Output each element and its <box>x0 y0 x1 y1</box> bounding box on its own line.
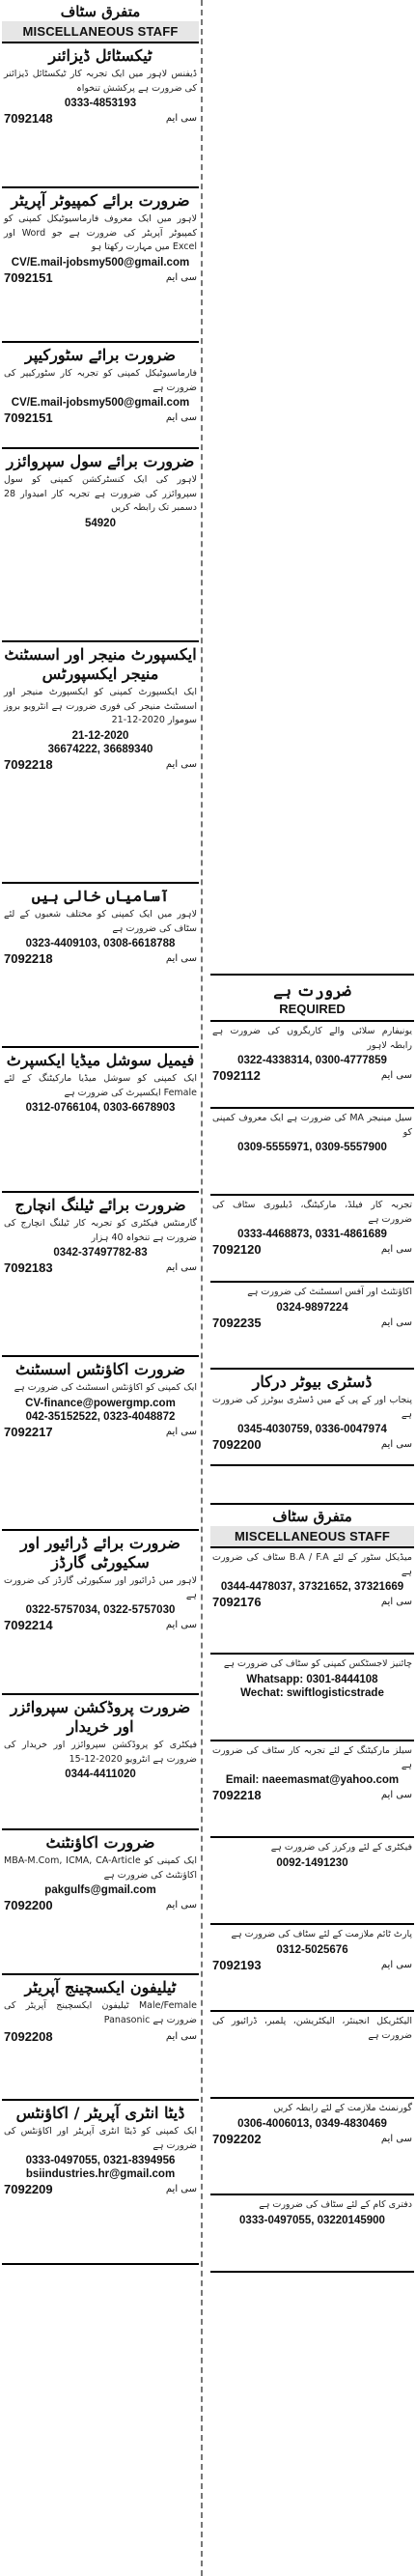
ad-reference-number: 7092176 <box>212 1595 262 1610</box>
ad-body-text: گارمنٹس فیکٹری کو تجربہ کار ٹیلنگ انچارج کی ضرورت ہے تنخواہ 40 ہزار <box>4 1218 197 1243</box>
ad-reference <box>4 757 197 772</box>
ad-body-text: لاہور میں ایک معروف فارماسیوٹیکل کمپنی کو کمپیوٹر آپریٹر کی ضرورت ہے جو Word اور Excel میں مہارت رکھتا ہو <box>4 213 197 253</box>
ad-reference-label: سی ایم <box>380 1070 412 1082</box>
classified-ad <box>2 188 199 343</box>
section-title-english: MISCELLANEOUS STAFF <box>210 1526 414 1546</box>
left-section-header <box>2 0 199 43</box>
ad-contact-line[interactable]: 0324-9897224 <box>276 1301 348 1314</box>
ad-body-text: میڈیکل سٹور کے لئے B.A / F.A سٹاف کی ضرورت ہے <box>212 1552 412 1577</box>
classified-ad <box>2 1193 199 1357</box>
ad-reference <box>4 1898 197 1912</box>
ad-body-text: پارٹ ٹائم ملازمت کے لئے سٹاف کی ضرورت ہے <box>231 1929 412 1939</box>
ad-title: ٹیکسٹائل ڈیزائنر <box>48 46 153 65</box>
classified-ad <box>210 1196 414 1283</box>
ad-reference-number: 7092112 <box>212 1068 261 1084</box>
ad-contact-line[interactable]: bsiindustries.hr@gmail.com <box>25 2168 176 2181</box>
classified-ad <box>2 642 199 884</box>
ad-body-text: یونیفارم سلائی والے کاریگروں کی ضرورت ہے رابطہ لاہور <box>212 1026 412 1051</box>
ad-reference <box>212 1316 412 1330</box>
ad-reference <box>4 2182 197 2196</box>
ad-contact-line[interactable]: Whatsapp: 0301-8444108 <box>246 1673 378 1685</box>
ad-body-text: پنجاب اور کے پی کے میں ڈسٹری بیوٹرز کی ضرورت ہے <box>212 1395 412 1420</box>
ad-title: ضرورت برائے سٹورکیپر <box>25 346 176 364</box>
ad-reference <box>212 1068 412 1083</box>
required-title-english: REQUIRED <box>279 1002 346 1016</box>
ad-reference-label: سی ایم <box>165 272 197 284</box>
classified-ad <box>210 2012 414 2099</box>
ad-contact-line[interactable]: 21-12-2020 <box>71 730 129 743</box>
classified-ad <box>210 2099 414 2195</box>
ad-reference <box>4 111 197 126</box>
ad-reference-label: سی ایم <box>165 953 197 965</box>
ad-body-text: چائنیز لاجسٹکس کمپنی کو سٹاف کی ضرورت ہے <box>223 1658 412 1669</box>
ad-body-text: ایک کمپنی کو اکاؤنٹس اسسٹنٹ کی ضرورت ہے <box>14 1382 197 1393</box>
ad-contact-line[interactable]: Email: naeemasmat@yahoo.com <box>225 1774 400 1787</box>
ad-reference-label: سی ایم <box>165 2184 197 2195</box>
ad-reference-label: سی ایم <box>165 759 197 771</box>
classified-ad <box>2 343 199 449</box>
ad-reference-label: سی ایم <box>165 113 197 125</box>
classified-ad <box>2 1531 199 1695</box>
ad-contact-line[interactable]: CV/E.mail-jobsmy500@gmail.com <box>11 397 190 410</box>
ad-reference <box>212 1958 412 1972</box>
ad-contact-line[interactable]: 0322-5757034, 0322-5757030 <box>25 1604 176 1617</box>
ad-reference-label: سی ایم <box>165 412 197 424</box>
ad-reference-number: 7092208 <box>4 2029 53 2045</box>
ad-reference <box>212 1242 412 1257</box>
ad-reference-label: سی ایم <box>380 1790 412 1801</box>
ad-contact-line[interactable]: CV-finance@powergmp.com <box>25 1397 176 1409</box>
classified-ad <box>2 449 199 642</box>
ad-reference-number: 7092200 <box>212 1437 262 1453</box>
ad-reference-number: 7092235 <box>212 1315 262 1330</box>
right-mid-blank <box>210 1466 414 1505</box>
ad-body-text: لاہور کی ایک کنسٹرکشن کمپنی کو سول سپروائزر کی ضرورت ہے تجربہ کار امیدوار 28 دسمبر تک رابطہ کریں <box>4 474 197 514</box>
ad-body-text: فیکٹری کے لئے ورکرز کی ضرورت ہے <box>270 1842 412 1853</box>
ad-reference-label: سی ایم <box>165 1426 197 1437</box>
ad-title: ضرورت برائے ٹیلنگ انچارج <box>14 1196 186 1214</box>
ad-title: ضرورت برائے کمپیوٹر آپریٹر <box>11 191 190 210</box>
ad-contact-line[interactable]: 0333-4853193 <box>64 98 137 110</box>
ad-body-text: ایک ایکسپورٹ کمپنی کو ایکسپورٹ منیجر اور اسسٹنٹ منیجر کی فوری ضرورت ہے انٹرویو بروز سوموار 2020-12-21 <box>4 687 197 726</box>
ad-reference-label: سی ایم <box>165 2031 197 2043</box>
ad-body-text: ایک کمپنی کو ڈیٹا انٹری آپریٹر اور اکاؤنٹس کی ضرورت ہے <box>4 2126 197 2151</box>
ad-reference-number: 7092218 <box>4 951 53 967</box>
ad-body-text: تجربہ کار فیلڈ، مارکیٹنگ، ڈیلیوری سٹاف کی ضرورت ہے <box>212 1200 412 1225</box>
ad-contact-line[interactable]: 0309-5555971, 0309-5557900 <box>237 1142 387 1154</box>
ad-title: ضرورت برائے سول سپروائزر <box>6 452 195 470</box>
section-title-urdu: متفرق سٹاف <box>60 3 141 20</box>
ad-reference-label: سی ایم <box>165 1262 197 1274</box>
right-top-blank <box>210 0 414 976</box>
ad-body-text: ایک کمپنی کو سوشل میڈیا مارکیٹنگ کے لئے Female ایکسپرٹ کی ضرورت ہے <box>4 1073 197 1098</box>
ad-reference-label: سی ایم <box>380 1439 412 1451</box>
ad-title: ڈیٹا انٹری آپریٹر / اکاؤنٹس <box>15 2104 185 2122</box>
ad-reference-number: 7092202 <box>212 2131 262 2146</box>
ad-body-text: لاہور میں ایک کمپنی کو مختلف شعبوں کے لئے سٹاف کی ضرورت ہے <box>4 909 197 934</box>
right-section-header <box>210 1505 414 1548</box>
classified-ad <box>210 1655 414 1741</box>
ad-body-text: الیکٹریکل انجینئر، الیکٹریشن، پلمبر، ڈرائیور کی ضرورت ہے <box>212 2016 412 2041</box>
ad-body-text: فیکٹری کو پروڈکشن سپروائزر اور خریدار کی ضرورت ہے انٹرویو 2020-12-15 <box>4 1740 197 1765</box>
ad-contact-line[interactable]: 0344-4411020 <box>65 1769 136 1781</box>
classified-ad <box>2 2101 199 2265</box>
classified-ad <box>2 1048 199 1193</box>
ad-reference-label: سی ایم <box>380 1244 412 1256</box>
ad-title: ٹیلیفون ایکسچینج آپریٹر <box>24 1978 177 1996</box>
ad-reference-label: سی ایم <box>165 1900 197 1911</box>
ad-contact-line[interactable]: 0322-4338314, 0300-4777859 <box>237 1055 387 1067</box>
classified-ad <box>2 1830 199 1975</box>
classified-ad <box>2 1695 199 1830</box>
ad-reference <box>212 1595 412 1609</box>
ad-reference <box>4 2029 197 2044</box>
ad-reference-number: 7092151 <box>4 410 53 426</box>
ad-body-text: سیلز مارکیٹنگ کے لئے تجربہ کار سٹاف کی ضرورت ہے <box>212 1745 412 1770</box>
classified-ad <box>210 1109 414 1196</box>
classified-ad <box>2 1975 199 2101</box>
ad-contact-line[interactable]: 0333-0497055, 03220145900 <box>239 2214 385 2226</box>
ad-contact-line[interactable]: pakgulfs@gmail.com <box>44 1884 156 1897</box>
ad-reference-number: 7092209 <box>4 2182 53 2197</box>
classified-ad <box>210 1548 414 1655</box>
ad-title: آسامیاں خالی ہیں <box>31 887 170 905</box>
ad-body-text: فارماسیوٹیکل کمپنی کو تجربہ کار سٹورکیپر کی ضرورت ہے <box>4 368 197 393</box>
ad-reference <box>4 270 197 285</box>
classified-ad <box>210 1370 414 1466</box>
classified-ad <box>2 1357 199 1531</box>
ad-title: ڈسٹری بیوٹر درکار <box>252 1373 373 1391</box>
ad-reference-number: 7092218 <box>212 1788 262 1803</box>
ad-contact-line[interactable]: 0344-4478037, 37321652, 37321669 <box>220 1581 404 1594</box>
ad-title: ضرورت برائے ڈرائیور اور سکیورٹی گارڈز <box>20 1534 180 1571</box>
ad-reference <box>212 2132 412 2146</box>
ad-reference <box>212 1437 412 1452</box>
classified-ad <box>210 1838 414 1925</box>
left-column <box>0 0 203 2576</box>
ad-body-text: اکاؤنٹنٹ اور آفس اسسٹنٹ کی ضرورت ہے <box>247 1287 412 1297</box>
ad-reference-number: 7092217 <box>4 1424 53 1439</box>
ad-body-text: سیل مینیجر MA کی ضرورت ہے ایک معروف کمپنی کو <box>212 1113 412 1138</box>
ad-reference <box>4 1260 197 1275</box>
ad-contact-line[interactable]: 0306-4006013, 0349-4830469 <box>237 2117 387 2130</box>
ad-body-text: لاہور میں ڈرائیور اور سکیورٹی گارڈز کی ضرورت ہے <box>4 1575 197 1600</box>
ad-title: ضرورت اکاؤنٹس اسسٹنٹ <box>15 1360 185 1378</box>
ad-body-text: گورنمنٹ ملازمت کے لئے رابطہ کریں <box>273 2103 412 2113</box>
ad-reference-label: سی ایم <box>380 1597 412 1608</box>
ad-reference-label: سی ایم <box>165 1620 197 1631</box>
ad-contact-line[interactable]: 0312-5025676 <box>276 1943 348 1956</box>
ad-body-text: ایک کمپنی کو MBA-M.Com, ICMA, CA-Article اکاؤنٹنٹ کی ضرورت ہے <box>4 1855 197 1881</box>
ad-contact-line[interactable]: 0312-0766104, 0303-6678903 <box>25 1102 176 1115</box>
ad-contact-line[interactable]: CV/E.mail-jobsmy500@gmail.com <box>11 257 190 269</box>
right-column <box>208 0 416 2576</box>
classified-ad <box>210 1925 414 2012</box>
ad-reference-label: سی ایم <box>380 2133 412 2144</box>
ad-contact-line[interactable]: Wechat: swiftlogisticstrade <box>240 1686 384 1699</box>
ad-reference-number: 7092200 <box>4 1898 53 1913</box>
ad-reference-label: سی ایم <box>380 1316 412 1328</box>
ad-contact-line[interactable]: 0092-1491230 <box>276 1856 348 1869</box>
classified-ad <box>210 1022 414 1109</box>
ad-title: ضرورت پروڈکشن سپروائزر اور خریدار <box>10 1698 191 1736</box>
section-title-urdu: متفرق سٹاف <box>272 1508 352 1525</box>
classified-ad <box>210 1283 414 1370</box>
ad-contact-line[interactable]: 36674222, 36689340 <box>47 744 153 756</box>
ad-reference-number: 7092193 <box>212 1957 262 1972</box>
classified-ad <box>2 884 199 1048</box>
ad-reference <box>4 1618 197 1632</box>
ad-title: ایکسپورٹ منیجر اور اسسٹنٹ منیجر ایکسپورٹس <box>4 645 197 683</box>
ad-body-text: دفتری کام کے لئے سٹاف کی ضرورت ہے <box>259 2199 412 2210</box>
ad-reference <box>4 410 197 425</box>
ad-reference-number: 7092214 <box>4 1618 53 1633</box>
ad-contact-line[interactable]: 0333-0497055, 0321-8394956 <box>25 2155 176 2167</box>
ad-reference-number: 7092183 <box>4 1260 53 1276</box>
ad-reference <box>212 1788 412 1802</box>
required-header <box>210 976 414 1022</box>
section-title-english: MISCELLANEOUS STAFF <box>2 21 199 42</box>
ad-title: ضرورت اکاؤنٹنٹ <box>45 1833 155 1852</box>
ad-reference-number: 7092151 <box>4 270 53 286</box>
ad-reference-number: 7092218 <box>4 757 53 773</box>
ad-body-text: ڈیفنس لاہور میں ایک تجربہ کار ٹیکسٹائل ڈیزائنر کی ضرورت ہے پرکشش تنخواہ <box>4 69 197 94</box>
ad-reference-label: سی ایم <box>380 1959 412 1970</box>
ad-reference <box>4 1425 197 1439</box>
required-title-urdu: ضرورت ہے <box>273 981 351 1000</box>
classified-ad <box>2 43 199 188</box>
ad-title: فیمیل سوشل میڈیا ایکسپرٹ <box>6 1051 195 1069</box>
ad-reference <box>4 951 197 966</box>
ad-contact-line[interactable]: 54920 <box>85 518 116 530</box>
ad-body-text: Male/Female ٹیلیفون ایکسچینج آپریٹر کی ضرورت ہے Panasonic <box>4 2000 197 2025</box>
ad-contact-line[interactable]: 0345-4030759, 0336-0047974 <box>237 1424 387 1436</box>
ad-contact-line[interactable]: 0323-4409103, 0308-6618788 <box>25 938 176 950</box>
ad-reference-number: 7092120 <box>212 1242 262 1258</box>
ad-contact-line[interactable]: 042-35152522, 0323-4048872 <box>25 1410 176 1423</box>
ad-reference-number: 7092148 <box>4 111 53 127</box>
ad-contact-line[interactable]: 0333-4468873, 0331-4861689 <box>237 1229 387 1241</box>
classified-ad <box>210 1741 414 1838</box>
ad-contact-line[interactable]: 0342-37497782-83 <box>53 1247 148 1260</box>
classified-ad <box>210 2195 414 2273</box>
